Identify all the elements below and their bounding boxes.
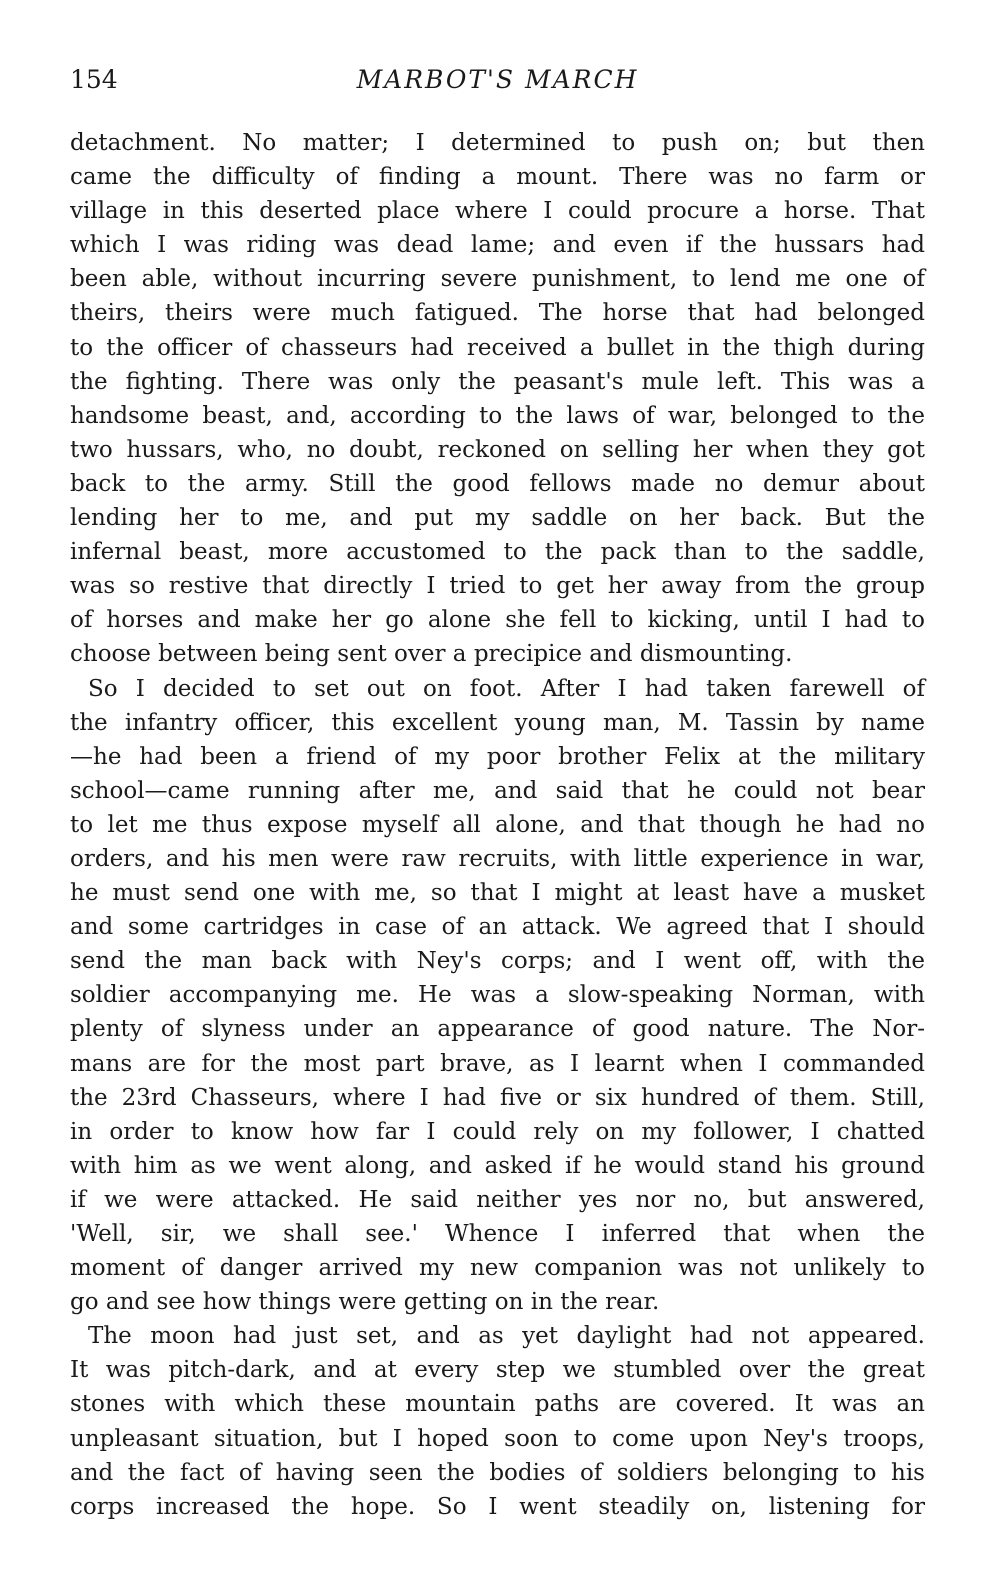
text-line: The moon had just set, and as yet daylight had not appeared. [88, 1323, 925, 1350]
text-line: unpleasant situation, but I hoped soon to come upon Ney's troops, [70, 1425, 925, 1452]
text-line: two hussars, who, no doubt, reckoned on selling her when they got [70, 436, 925, 463]
text-line: he must send one with me, so that I might at least have a musket [70, 880, 925, 907]
text-line: which I was riding was dead lame; and even if the hussars had [70, 232, 925, 259]
text-line: stones with which these mountain paths are covered. It was an [70, 1391, 925, 1418]
text-line: soldier accompanying me. He was a slow-speaking Norman, with [70, 982, 925, 1009]
text-line: moment of danger arrived my new companion was not unlikely to [70, 1255, 925, 1282]
text-line: It was pitch-dark, and at every step we stumbled over the great [70, 1357, 925, 1384]
text-line: orders, and his men were raw recruits, with little experience in war, [70, 845, 925, 872]
text-line: go and see how things were getting on in the rear. [70, 1289, 660, 1316]
running-head [70, 62, 925, 98]
text-line: plenty of slyness under an appearance of good nature. The Nor- [70, 1016, 925, 1043]
text-line: to let me thus expose myself all alone, and that though he had no [70, 811, 925, 838]
paragraph [70, 126, 925, 672]
text-line: theirs, theirs were much fatigued. The horse that had belonged [70, 300, 925, 327]
text-line: came the difficulty of finding a mount. There was no farm or [70, 164, 925, 191]
text-line: to the officer of chasseurs had received a bullet in the thigh during [70, 334, 925, 361]
text-line: mans are for the most part brave, as I learnt when I commanded [70, 1050, 925, 1077]
text-line: infernal beast, more accustomed to the pack than to the saddle, [70, 539, 925, 566]
paragraph [70, 672, 925, 1320]
text-line: was so restive that directly I tried to get her away from the group [70, 573, 925, 600]
book-page [70, 62, 925, 1524]
page-number: 154 [70, 65, 118, 94]
body-text [70, 126, 925, 1524]
text-line: choose between being sent over a precipice and dismounting. [70, 641, 793, 668]
text-line: village in this deserted place where I could procure a horse. That [70, 198, 925, 225]
text-line: in order to know how far I could rely on my follower, I chatted [70, 1118, 925, 1145]
text-line: been able, without incurring severe punishment, to lend me one of [70, 266, 925, 293]
text-line: —he had been a friend of my poor brother Felix at the military [70, 743, 925, 770]
text-line: the fighting. There was only the peasant's mule left. This was a [70, 368, 925, 395]
text-line: school—came running after me, and said that he could not bear [70, 777, 925, 804]
text-line: corps increased the hope. So I went steadily on, listening for [70, 1493, 925, 1520]
text-line: 'Well, sir, we shall see.' Whence I inferred that when the [70, 1221, 925, 1247]
text-line: with him as we went along, and asked if he would stand his ground [70, 1152, 925, 1179]
text-line: if we were attacked. He said neither yes nor no, but answered, [70, 1186, 925, 1213]
text-line: send the man back with Ney's corps; and I went off, with the [70, 948, 925, 975]
paragraph [70, 1319, 925, 1524]
text-line: the 23rd Chasseurs, where I had five or six hundred of them. Still, [70, 1084, 925, 1111]
text-line: and some cartridges in case of an attack. We agreed that I should [70, 914, 925, 941]
text-line: lending her to me, and put my saddle on her back. But the [70, 505, 925, 532]
text-line: So I decided to set out on foot. After I had taken farewell of [88, 675, 925, 702]
text-line: detachment. No matter; I determined to push on; but then [70, 130, 925, 156]
text-line: and the fact of having seen the bodies of soldiers belonging to his [70, 1459, 925, 1486]
running-title: MARBOT'S MARCH [356, 65, 639, 94]
text-line: of horses and make her go alone she fell to kicking, until I had to [70, 607, 925, 634]
text-line: handsome beast, and, according to the laws of war, belonged to the [70, 402, 925, 429]
text-line: back to the army. Still the good fellows made no demur about [70, 470, 925, 497]
text-line: the infantry officer, this excellent young man, M. Tassin by name [70, 709, 925, 736]
